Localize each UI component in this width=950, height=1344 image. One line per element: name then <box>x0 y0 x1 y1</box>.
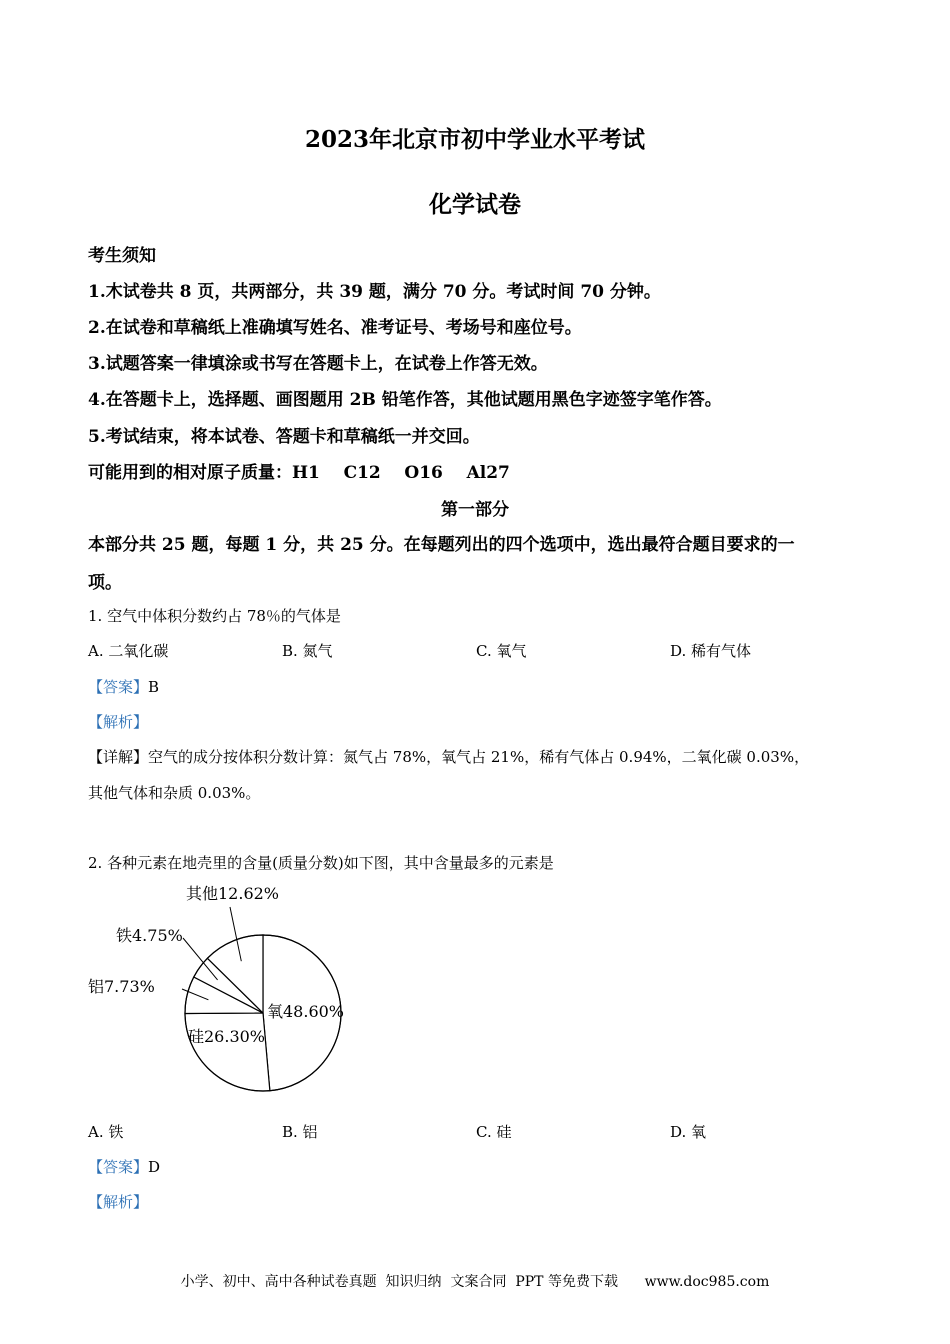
notice-item: 1.木试卷共 8 页，共两部分，共 39 题，满分 70 分。考试时间 70 分钟。 <box>88 282 661 302</box>
q2-analysis-tag: 【解析】 <box>88 1193 149 1211</box>
notice-item: 2.在试卷和草稿纸上准确填写姓名、准考证号、考场号和座位号。 <box>88 318 582 338</box>
q1-detail: 空气的成分按体积分数计算：氮气占 78%，氧气占 21%，稀有气体占 0.94%，二氧化碳 0.03%， <box>148 748 810 766</box>
q2-answer-row <box>88 1156 160 1177</box>
section-intro-cont: 项。 <box>88 573 122 593</box>
answer-tag: 【答案】 <box>88 678 149 696</box>
q2-option-d: D. 氧 <box>670 1123 707 1141</box>
notice-item: 4.在答题卡上，选择题、画图题用 2B 铅笔作答，其他试题用黑色字迹签字笔作答。 <box>88 390 722 410</box>
notice-item: 3.试题答案一律填涂或书写在答题卡上，在试卷上作答无效。 <box>88 354 548 374</box>
pie-chart-svg <box>80 878 370 1098</box>
section-title: 第一部分 <box>441 500 509 520</box>
q2-option-a: A. 铁 <box>88 1123 124 1141</box>
pie-label-silicon: 硅26.30% <box>188 1027 266 1046</box>
q1-detail-cont: 其他气体和杂质 0.03%。 <box>88 784 261 802</box>
q1-answer-row <box>88 676 159 697</box>
section-intro: 本部分共 25 题，每题 1 分，共 25 分。在每题列出的四个选项中，选出最符合题目要求的一 <box>88 535 795 555</box>
pie-label-oxygen: 氧48.60% <box>267 1002 345 1021</box>
pie-label-other: 其他12.62% <box>186 884 280 903</box>
q1-detail-row <box>88 746 809 767</box>
crust-element-pie-chart <box>80 878 370 1098</box>
q1-option-a: A. 二氧化碳 <box>88 642 169 660</box>
q2-stem: 2. 各种元素在地壳里的含量(质量分数)如下图，其中含量最多的元素是 <box>88 854 554 872</box>
detail-tag: 【详解】 <box>88 748 149 766</box>
page-subtitle: 化学试卷 <box>429 191 521 218</box>
q2-option-c: C. 硅 <box>476 1123 512 1141</box>
atomic-masses: 可能用到的相对原子质量：H1 C12 O16 Al27 <box>88 463 510 483</box>
pie-label-iron: 铁4.75% <box>116 926 183 945</box>
q1-option-c: C. 氧气 <box>476 642 527 660</box>
page-title: 2023年北京市初中学业水平考试 <box>304 126 645 153</box>
q1-answer: B <box>148 678 160 696</box>
q1-stem: 1. 空气中体积分数约占 78％的气体是 <box>88 607 341 625</box>
notice-item: 5.考试结束，将本试卷、答题卡和草稿纸一并交回。 <box>88 427 480 447</box>
q2-answer: D <box>148 1158 161 1176</box>
q2-option-b: B. 铝 <box>282 1123 318 1141</box>
pie-label-aluminum: 铝7.73% <box>88 977 155 996</box>
page-footer: 小学、初中、高中各种试卷真题 知识归纳 文案合同 PPT 等免费下载 www.doc985.com <box>180 1274 770 1290</box>
answer-tag: 【答案】 <box>88 1158 149 1176</box>
q1-option-b: B. 氮气 <box>282 642 333 660</box>
q1-analysis-tag: 【解析】 <box>88 713 149 731</box>
q1-option-d: D. 稀有气体 <box>670 642 752 660</box>
notice-heading: 考生须知 <box>88 246 156 266</box>
pie-slice-silicon <box>185 1013 270 1091</box>
